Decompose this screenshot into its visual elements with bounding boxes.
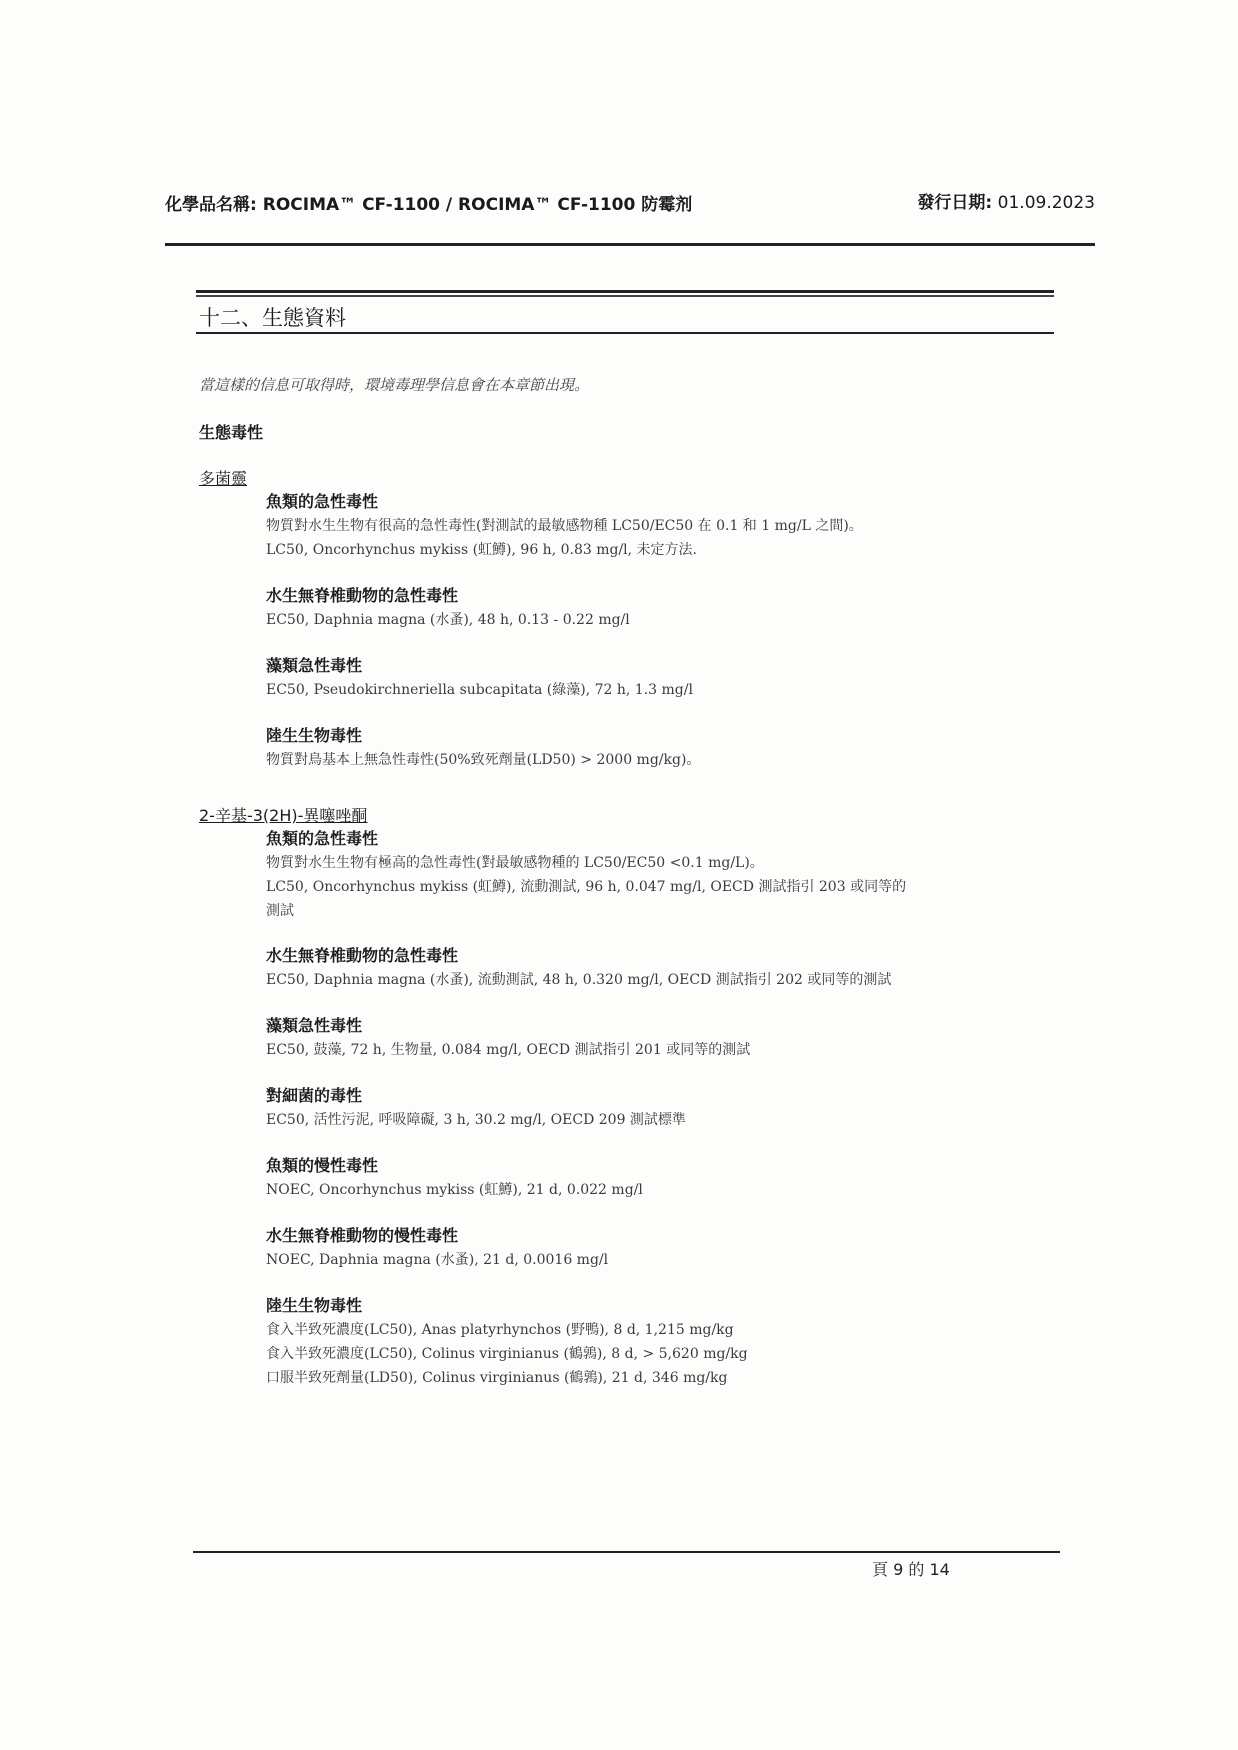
- substance-2-name: 2-辛基-3(2H)-異噻唑酮: [199, 806, 368, 825]
- block-heading: 水生無脊椎動物的急性毒性: [266, 586, 459, 605]
- block-heading: 水生無脊椎動物的急性毒性: [266, 946, 459, 965]
- block-line: 測試: [266, 903, 294, 919]
- document-header: [165, 190, 1095, 220]
- block-line: 物質對水生生物有極高的急性毒性(對最敏感物種的 LC50/EC50 <0.1 mg/L)。: [266, 855, 764, 871]
- section-top-rule-secondary: [196, 295, 1054, 297]
- section-top-rule: [196, 290, 1054, 293]
- block-line: 物質對鳥基本上無急性毒性(50%致死劑量(LD50) > 2000 mg/kg)。: [266, 752, 701, 768]
- product-name: ROCIMA™ CF-1100 / ROCIMA™ CF-1100 防霉剂: [262, 195, 693, 215]
- substance-2-terrestrial: [266, 1294, 1066, 1390]
- block-heading: 藻類急性毒性: [266, 656, 363, 675]
- block-heading: 藻類急性毒性: [266, 1016, 363, 1035]
- block-line: 口服半致死劑量(LD50), Colinus virginianus (鶴鶉), 21 d, 346 mg/kg: [266, 1370, 728, 1386]
- issue-date: [917, 188, 1095, 213]
- block-line: EC50, 活性污泥, 呼吸障礙, 3 h, 30.2 mg/l, OECD 209 測試標準: [266, 1112, 686, 1128]
- product-label: 化學品名稱:: [165, 195, 257, 215]
- issue-date-value: 01.09.2023: [997, 193, 1095, 213]
- section-title: 十二、生態資料: [199, 306, 346, 330]
- section-intro: 當這樣的信息可取得時，環境毒理學信息會在本章節出現。: [199, 376, 590, 394]
- block-heading: 魚類的急性毒性: [266, 492, 379, 511]
- block-line: EC50, Pseudokirchneriella subcapitata (綠藻), 72 h, 1.3 mg/l: [266, 682, 693, 698]
- block-line: LC50, Oncorhynchus mykiss (虹鱒), 96 h, 0.83 mg/l, 未定方法.: [266, 542, 698, 558]
- block-line: 食入半致死濃度(LC50), Colinus virginianus (鶴鶉), 8 d, > 5,620 mg/kg: [266, 1346, 748, 1362]
- block-line: 食入半致死濃度(LC50), Anas platyrhynchos (野鴨), 8 d, 1,215 mg/kg: [266, 1322, 734, 1338]
- ecotoxicity-heading: 生態毒性: [199, 423, 264, 442]
- section-bottom-rule: [196, 332, 1054, 334]
- block-line: LC50, Oncorhynchus mykiss (虹鱒), 流動測試, 96 h, 0.047 mg/l, OECD 測試指引 203 或同等的: [266, 879, 907, 895]
- product-title: [165, 190, 692, 215]
- substance-1-name: 多菌靈: [199, 469, 248, 488]
- block-line: NOEC, Oncorhynchus mykiss (虹鱒), 21 d, 0.022 mg/l: [266, 1182, 643, 1198]
- block-line: 物質對水生生物有很高的急性毒性(對測試的最敏感物種 LC50/EC50 在 0.1 和 1 mg/L 之間)。: [266, 518, 863, 534]
- block-heading: 水生無脊椎動物的慢性毒性: [266, 1226, 459, 1245]
- block-line: EC50, Daphnia magna (水蚤), 48 h, 0.13 - 0.22 mg/l: [266, 612, 630, 628]
- block-line: EC50, 鼓藻, 72 h, 生物量, 0.084 mg/l, OECD 測試指引 201 或同等的測試: [266, 1042, 751, 1058]
- substance-1-terrestrial: [266, 724, 1066, 772]
- substance-2-invertebrate-chronic: [266, 1224, 1066, 1272]
- block-heading: 魚類的急性毒性: [266, 829, 379, 848]
- block-heading: 對細菌的毒性: [266, 1086, 363, 1105]
- block-heading: 魚類的慢性毒性: [266, 1156, 379, 1175]
- substance-2-fish-acute: [266, 827, 1066, 923]
- block-heading: 陸生生物毒性: [266, 726, 363, 745]
- substance-2-fish-chronic: [266, 1154, 1066, 1202]
- block-heading: 陸生生物毒性: [266, 1296, 363, 1315]
- page-number: 頁 9 的 14: [872, 1560, 950, 1579]
- block-line: EC50, Daphnia magna (水蚤), 流動測試, 48 h, 0.320 mg/l, OECD 測試指引 202 或同等的測試: [266, 972, 892, 988]
- substance-1-invertebrate-acute: [266, 584, 1066, 632]
- substance-2-invertebrate-acute: [266, 944, 1066, 992]
- block-line: NOEC, Daphnia magna (水蚤), 21 d, 0.0016 mg/l: [266, 1252, 609, 1268]
- issue-date-label: 發行日期:: [917, 193, 993, 213]
- footer-divider: [193, 1551, 1060, 1553]
- header-divider: [165, 243, 1095, 246]
- substance-2-bacteria: [266, 1084, 1066, 1132]
- substance-2-algae-acute: [266, 1014, 1066, 1062]
- substance-1-fish-acute: [266, 490, 1066, 562]
- substance-1-algae-acute: [266, 654, 1066, 702]
